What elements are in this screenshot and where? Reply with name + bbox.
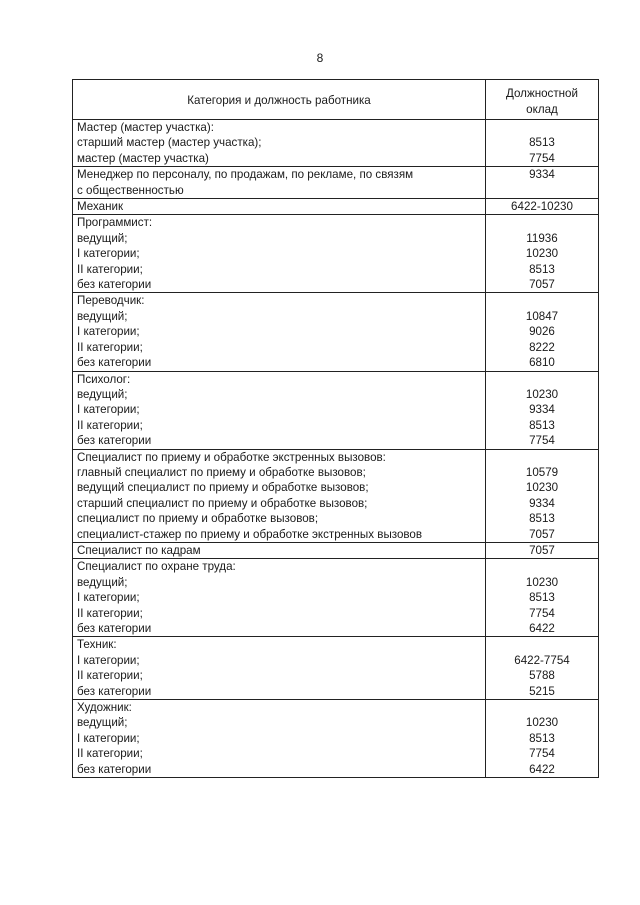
salary-cell — [486, 293, 599, 371]
salary-cell — [486, 542, 599, 558]
salary-value: 7057 — [529, 527, 555, 541]
position-line: без категории — [77, 356, 152, 370]
position-cell — [73, 559, 486, 637]
salary-value — [490, 700, 594, 715]
table-body — [73, 120, 599, 778]
table-row — [73, 293, 599, 371]
position-line: Специалист по охране труда: — [77, 560, 236, 574]
position-line: без категории — [77, 684, 152, 698]
salary-value: 11936 — [526, 231, 558, 245]
position-line: I категории; — [77, 591, 140, 605]
salary-value: 8513 — [529, 591, 555, 605]
table-row — [73, 559, 599, 637]
position-line: II категории; — [77, 747, 143, 761]
salary-value — [490, 215, 594, 230]
position-line: I категории; — [77, 731, 140, 745]
position-line: ведущий; — [77, 309, 128, 323]
position-line: ведущий; — [77, 716, 128, 730]
position-line: Мастер (мастер участка): — [77, 121, 214, 134]
salary-value: 10230 — [525, 575, 559, 589]
table-row — [73, 637, 599, 700]
position-line: Художник: — [77, 701, 132, 715]
salary-value: 10847 — [525, 309, 559, 323]
position-line: мастер (мастер участка) — [77, 151, 209, 165]
position-line: без категории — [77, 278, 152, 292]
position-line: без категории — [77, 622, 152, 635]
position-cell — [73, 542, 486, 558]
table-header-row — [73, 80, 599, 120]
position-cell — [73, 120, 486, 167]
salary-value: 9334 — [529, 403, 555, 417]
salary-cell — [486, 199, 599, 215]
salary-cell — [486, 637, 599, 700]
salary-value — [490, 637, 594, 652]
position-line: без категории — [77, 762, 152, 776]
salary-cell — [486, 700, 599, 778]
position-line: ведущий; — [77, 387, 128, 401]
position-line: II категории; — [77, 418, 143, 432]
position-line: I категории; — [77, 325, 140, 339]
salary-value — [490, 450, 594, 465]
table-row — [73, 449, 599, 542]
position-line: ведущий; — [77, 575, 128, 589]
salary-value: 7754 — [529, 151, 555, 165]
salary-cell — [486, 371, 599, 449]
salary-value: 10230 — [525, 387, 559, 401]
salary-value: 5215 — [529, 684, 555, 698]
position-line: ведущий; — [77, 231, 128, 245]
position-cell — [73, 637, 486, 700]
salary-value: 8513 — [529, 262, 555, 276]
position-line: с общественностью — [77, 183, 184, 197]
table-row — [73, 120, 599, 167]
position-line: Переводчик: — [77, 294, 145, 308]
table-row — [73, 167, 599, 199]
position-line: I категории; — [77, 247, 140, 261]
salary-value: 6810 — [529, 356, 555, 370]
salary-cell — [486, 167, 599, 199]
position-line: старший специалист по приему и обработке вызовов; — [77, 496, 368, 510]
position-line: Техник: — [77, 638, 117, 652]
salary-value: 5788 — [529, 669, 555, 683]
position-line: II категории; — [77, 669, 143, 683]
salary-value: 10230 — [525, 247, 559, 261]
salary-value: 8513 — [529, 418, 555, 432]
salary-cell — [486, 120, 599, 167]
table-row — [73, 700, 599, 778]
salary-table — [72, 79, 599, 778]
table-row — [73, 199, 599, 215]
position-cell — [73, 199, 486, 215]
salary-value: 8513 — [529, 512, 555, 526]
table-row — [73, 215, 599, 293]
salary-value: 7754 — [529, 434, 555, 448]
salary-cell — [486, 449, 599, 542]
position-line: I категории; — [77, 403, 140, 417]
table-row — [73, 371, 599, 449]
position-line: II категории; — [77, 606, 143, 620]
position-line: Специалист по приему и обработке экстренных вызовов: — [77, 450, 386, 464]
salary-value: 6422-7754 — [514, 653, 570, 667]
salary-value: 10579 — [525, 465, 559, 479]
position-line: II категории; — [77, 340, 143, 354]
header-position: Категория и должность работника — [73, 80, 486, 120]
salary-value: 6422 — [529, 762, 555, 776]
salary-value: 9026 — [529, 325, 555, 339]
salary-value: 8513 — [529, 731, 555, 745]
salary-value: 9334 — [529, 496, 555, 510]
salary-value: 8222 — [529, 340, 555, 354]
position-line: ведущий специалист по приему и обработке вызовов; — [77, 481, 369, 495]
position-cell — [73, 167, 486, 199]
salary-value: 7057 — [529, 278, 555, 292]
position-line: Психолог: — [77, 372, 131, 386]
salary-value: 6422-10230 — [511, 200, 573, 214]
salary-value — [490, 120, 594, 135]
salary-value: 10230 — [525, 716, 559, 730]
position-cell — [73, 371, 486, 449]
salary-cell — [486, 215, 599, 293]
salary-cell — [486, 559, 599, 637]
position-line: Специалист по кадрам — [77, 543, 201, 557]
salary-value: 7754 — [529, 606, 555, 620]
salary-value: 9334 — [529, 168, 555, 182]
position-line: главный специалист по приему и обработке вызовов; — [77, 465, 366, 479]
position-line: старший мастер (мастер участка); — [77, 136, 262, 150]
position-line: II категории; — [77, 262, 143, 276]
position-line: без категории — [77, 434, 152, 448]
position-cell — [73, 293, 486, 371]
salary-value — [490, 559, 594, 574]
position-line: специалист по приему и обработке вызовов; — [77, 512, 319, 526]
position-line: Менеджер по персоналу, по продажам, по рекламе, по связям — [77, 168, 414, 182]
position-line: специалист-стажер по приему и обработке экстренных вызовов — [77, 527, 423, 541]
salary-value — [490, 183, 594, 198]
salary-value: 7057 — [529, 543, 555, 557]
header-salary: Должностной оклад — [486, 80, 599, 120]
position-line: I категории; — [77, 653, 140, 667]
salary-value: 10230 — [525, 481, 559, 495]
position-cell — [73, 449, 486, 542]
position-cell — [73, 700, 486, 778]
position-cell — [73, 215, 486, 293]
salary-value: 8513 — [529, 136, 555, 150]
salary-value — [490, 293, 594, 308]
position-line: Программист: — [77, 216, 153, 230]
salary-value — [490, 372, 594, 387]
salary-value: 7754 — [529, 747, 555, 761]
salary-value: 6422 — [529, 621, 555, 635]
position-line: Механик — [77, 200, 124, 214]
table-row — [73, 542, 599, 558]
page-number: 8 — [316, 51, 324, 65]
